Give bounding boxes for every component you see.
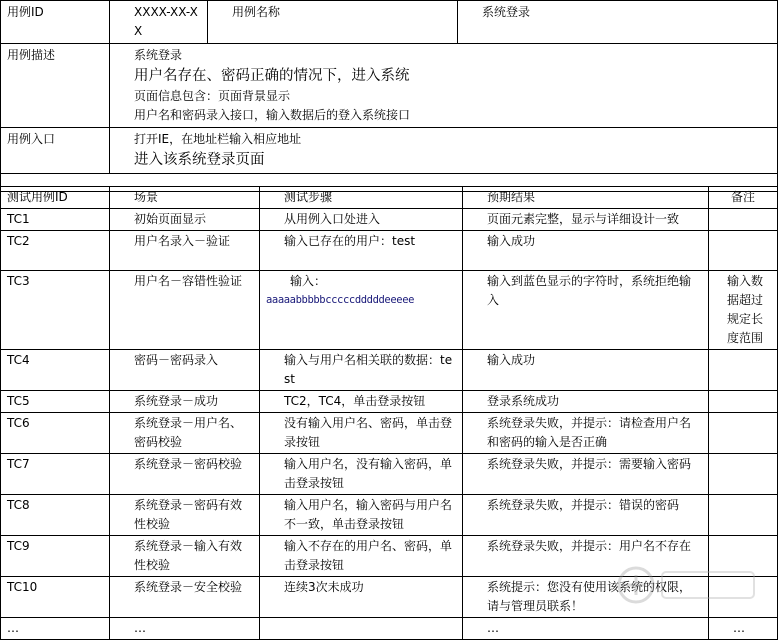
case-note [709,231,778,271]
entry-line: 进入该系统登录页面 [134,152,265,168]
desc-line: 用户名和密码录入接口，输入数据后的登入系统接口 [134,108,411,122]
usecase-id-value: XXXX-XX-XX [110,1,208,44]
column-header: 预期结果 [463,187,709,209]
column-header: 场景 [110,187,260,209]
case-id: … [1,618,110,640]
watermark-logo [614,562,764,608]
case-id: TC6 [1,413,110,454]
case-id: TC7 [1,454,110,495]
case-note [709,413,778,454]
case-steps: 输入用户名，没有输入密码，单击登录按钮 [260,454,463,495]
case-expected: 系统登录失败，并提示：错误的密码 [463,495,709,536]
case-id: TC8 [1,495,110,536]
table-row [1,495,778,536]
case-id: TC5 [1,391,110,413]
case-expected: 登录系统成功 [463,391,709,413]
table-row [1,350,778,391]
case-id: TC1 [1,209,110,231]
case-expected: … [463,618,709,640]
case-scene: 系统登录－用户名、密码校验 [110,413,260,454]
case-steps: 输入不存在的用户名、密码，单击登录按钮 [260,536,463,577]
table-row [1,231,778,271]
case-id: TC3 [1,271,110,350]
case-note [709,454,778,495]
usecase-desc-label: 用例描述 [1,44,110,128]
case-steps [260,618,463,640]
case-expected: 输入成功 [463,350,709,391]
case-scene: 系统登录－成功 [110,391,260,413]
case-steps: 输入用户名，输入密码与用户名不一致，单击登录按钮 [260,495,463,536]
case-expected: 输入到蓝色显示的字符时，系统拒绝输入 [463,271,709,350]
case-id: TC10 [1,577,110,618]
usecase-desc-cell [110,44,778,128]
case-steps: 连续3次未成功 [260,577,463,618]
column-header: 测试用例ID [1,187,110,209]
case-expected: 系统提示：您没有使用该系统的权限，请与管理员联系！ [463,577,709,618]
case-note [709,495,778,536]
table-row [1,209,778,231]
case-steps-value: aaaaabbbbbcccccdddddeeeee [266,294,415,306]
case-note [709,209,778,231]
entry-line: 打开IE，在地址栏输入相应地址 [134,132,302,146]
column-header: 测试步骤 [260,187,463,209]
case-scene: … [110,618,260,640]
column-header: 备注 [709,187,778,209]
table-row [1,454,778,495]
case-id: TC2 [1,231,110,271]
case-steps: 没有输入用户名、密码，单击登录按钮 [260,413,463,454]
case-scene: 用户名录入－验证 [110,231,260,271]
case-note: … [709,618,778,640]
case-note [709,350,778,391]
usecase-entry-cell [110,128,778,174]
case-expected: 系统登录失败，并提示：用户名不存在 [463,536,709,577]
case-steps: 从用例入口处进入 [260,209,463,231]
case-steps: 输入与用户名相关联的数据：test [260,350,463,391]
case-scene: 系统登录－密码校验 [110,454,260,495]
case-note: 输入数据超过规定长度范围 [709,271,778,350]
case-scene: 系统登录－安全校验 [110,577,260,618]
usecase-name-label: 用例名称 [208,1,458,44]
desc-line: 系统登录 [134,48,183,62]
case-id: TC9 [1,536,110,577]
case-scene: 系统登录－密码有效性校验 [110,495,260,536]
case-scene: 系统登录－输入有效性校验 [110,536,260,577]
desc-line: 页面信息包含：页面背景显示 [134,89,291,103]
case-scene: 用户名－容错性验证 [110,271,260,350]
table-row [1,391,778,413]
case-steps-label: 输入： [290,274,327,288]
case-id: TC4 [1,350,110,391]
case-steps: 输入已存在的用户：test [260,231,463,271]
case-steps [260,271,463,350]
case-expected: 系统登录失败，并提示：请检查用户名和密码的输入是否正确 [463,413,709,454]
case-scene: 初始页面显示 [110,209,260,231]
case-note [709,391,778,413]
table-row [1,618,778,640]
case-scene: 密码－密码录入 [110,350,260,391]
case-expected: 系统登录失败，并提示：需要输入密码 [463,454,709,495]
watermark-icon [614,562,764,608]
case-expected: 页面元素完整，显示与详细设计一致 [463,209,709,231]
usecase-header-table [0,0,778,192]
usecase-entry-label: 用例入口 [1,128,110,174]
case-steps: TC2，TC4，单击登录按钮 [260,391,463,413]
desc-line: 用户名存在、密码正确的情况下，进入系统 [134,68,410,84]
case-expected: 输入成功 [463,231,709,271]
table-row [1,271,778,350]
usecase-id-label: 用例ID [1,1,110,44]
table-header-row [1,187,778,209]
table-row [1,413,778,454]
usecase-name-value: 系统登录 [458,1,778,44]
